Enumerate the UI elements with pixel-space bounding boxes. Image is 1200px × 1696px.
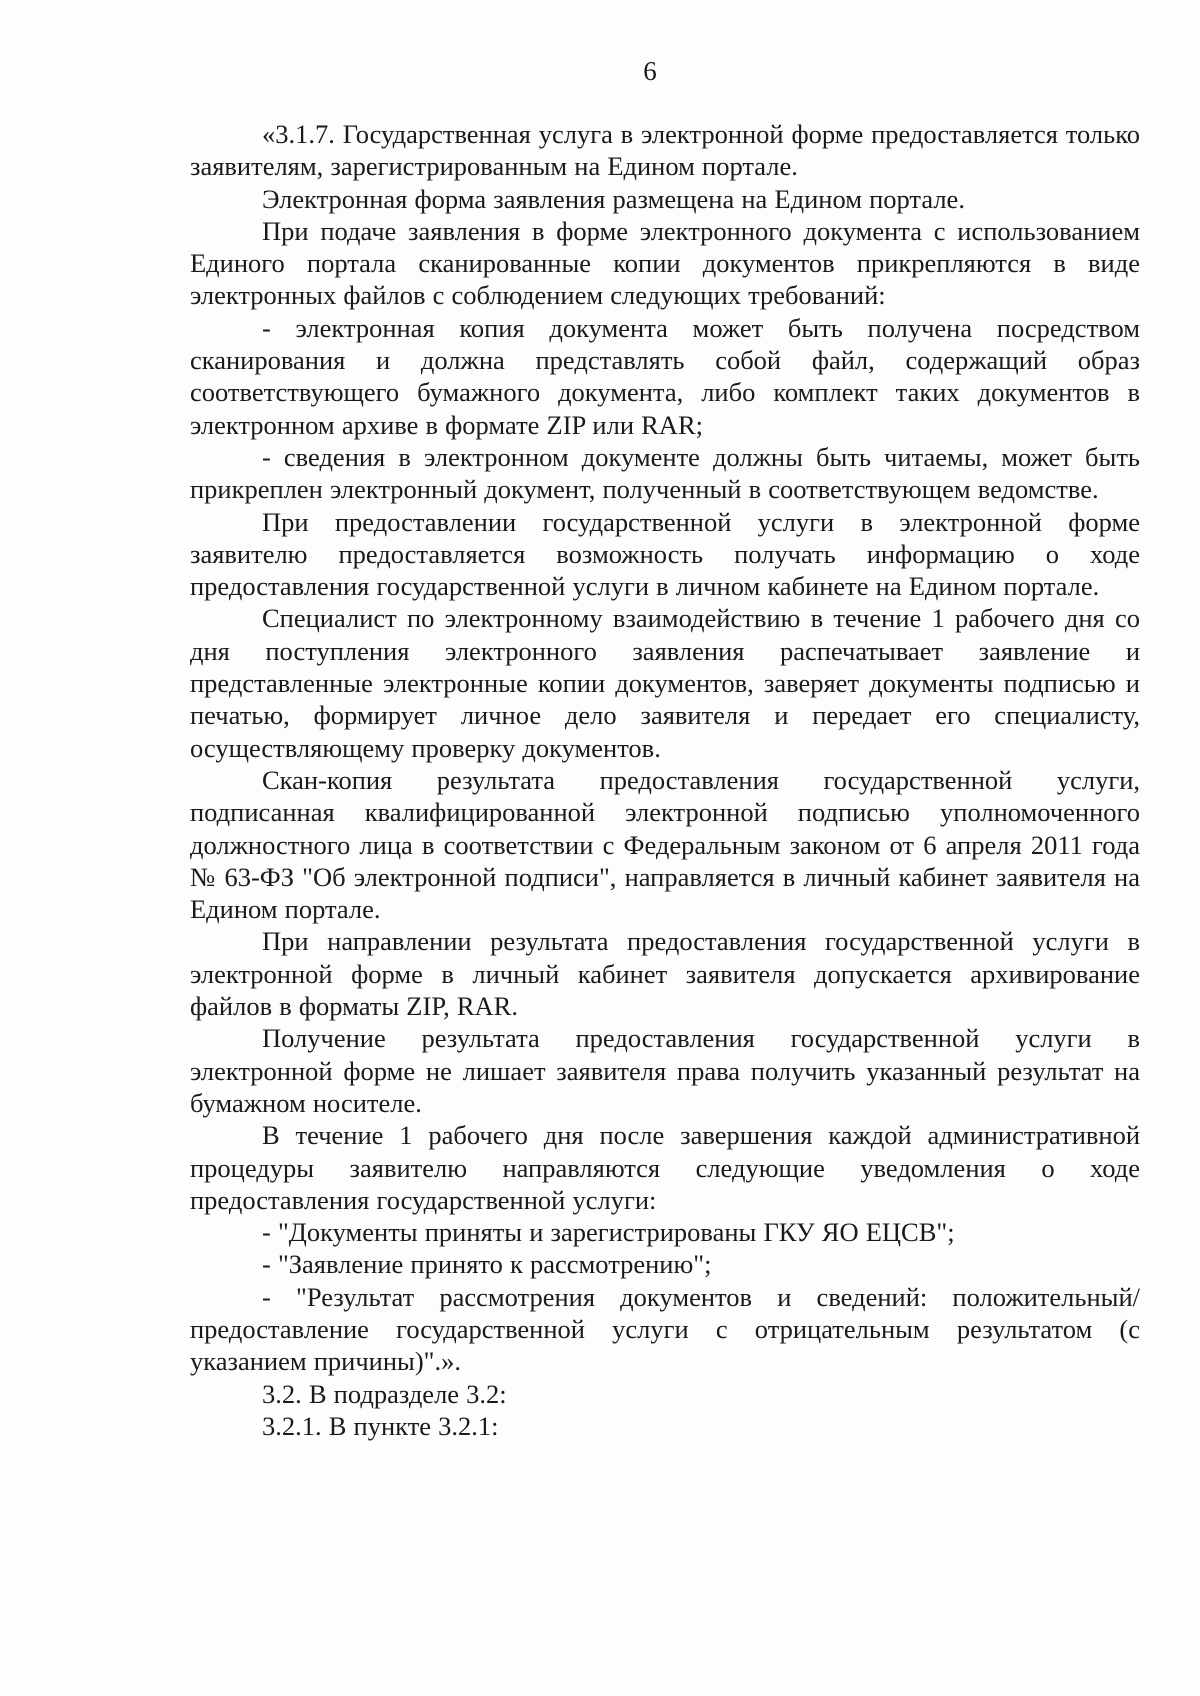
- paragraph-electronic-form: Электронная форма заявления размещена на Едином портале.: [262, 183, 965, 214]
- paragraph-subsection-3-2: 3.2. В подразделе 3.2:: [262, 1378, 507, 1409]
- list-item-notification-registered: - "Документы приняты и зарегистрированы ГКУ ЯО ЕЦСВ";: [262, 1217, 955, 1248]
- paragraph-submission-requirements: При подаче заявления в форме электронного документа с использованием Единого портала сканированные копии документов прикрепляются в виде электронных файлов с соблюдением следующих требований:: [190, 215, 1140, 311]
- paragraph-item-3-2-1: 3.2.1. В пункте 3.2.1:: [262, 1410, 499, 1441]
- document-body: [190, 118, 1140, 1442]
- paragraph-paper-result-right: Получение результата предоставления государственной услуги в электронной форме не лишает заявителя права получить указанный результат на бумажном носителе.: [190, 1023, 1140, 1118]
- list-item-notification-accepted: - "Заявление принято к рассмотрению";: [262, 1249, 712, 1280]
- paragraph-archiving-files: При направлении результата предоставления государственной услуги в электронной форме в личный кабинет заявителя допускается архивирование файлов в форматы ZIP, RAR.: [190, 926, 1140, 1022]
- paragraph-personal-cabinet-info: При предоставлении государственной услуги в электронной форме заявителю предоставляется возможность получать информацию о ходе предоставления государственной услуги в личном кабинете на Едином портале.: [190, 506, 1140, 602]
- paragraph-scan-copy-result: Скан-копия результата предоставления государственной услуги, подписанная квалифицированной электронной подписью уполномоченного должностного лица в соответствии с Федеральным законом от 6 апреля 2011 года № 63-ФЗ "Об электронной подписи", направляется в личный кабинет заявителя на Едином портале.: [190, 764, 1140, 925]
- paragraph-3-1-7: «3.1.7. Государственная услуга в электронной форме предоставляется только заявителям, зарегистрированным на Едином портале.: [190, 119, 1140, 182]
- list-item-notification-result: - "Результат рассмотрения документов и сведений: положительный/ предоставление государственной услуги с отрицательным результатом (с указанием причины)".».: [190, 1281, 1140, 1377]
- paragraph-notifications: В течение 1 рабочего дня после завершения каждой административной процедуры заявителю направляются следующие уведомления о ходе предоставления государственной услуги:: [190, 1120, 1140, 1215]
- page-number: 6: [643, 56, 657, 86]
- paragraph-specialist-processing: Специалист по электронному взаимодействию в течение 1 рабочего дня со дня поступления электронного заявления распечатывает заявление и представленные электронные копии документов, заверяет документы подписью и печатью, формирует личное дело заявителя и передает его специалисту, осуществляющему проверку документов.: [190, 603, 1140, 763]
- list-item-electronic-copy: - электронная копия документа может быть получена посредством сканирования и должна представлять собой файл, содержащий образ соответствующего бумажного документа, либо комплект таких документов в электронном архиве в формате ZIP или RAR;: [190, 312, 1140, 440]
- list-item-readable-info: - сведения в электронном документе должны быть читаемы, может быть прикреплен электронный документ, полученный в соответствующем ведомстве.: [190, 441, 1140, 505]
